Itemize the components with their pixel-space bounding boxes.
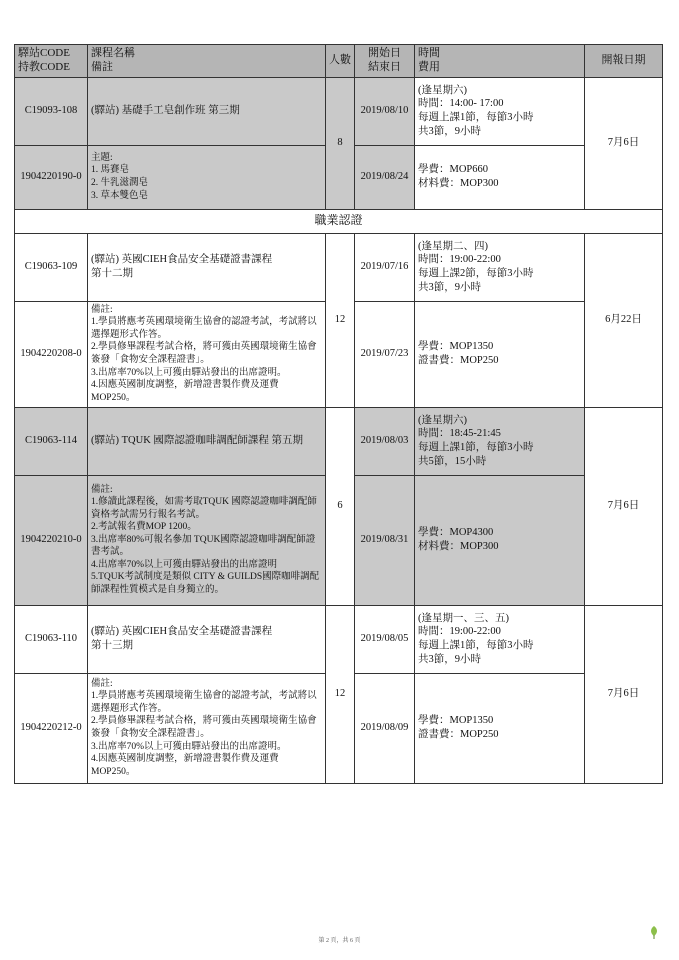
people-count: 12 [326, 233, 355, 407]
fees-cell: 學費：MOP4300 材料費：MOP300 [415, 475, 585, 605]
people-count: 6 [326, 407, 355, 605]
schedule-cell: (逢星期六) 時間：14:00- 17:00 每週上課1節，每節3小時 共3節，9小時 [415, 77, 585, 145]
header-dates: 開始日 結束日 [355, 45, 415, 78]
fees-cell: 學費：MOP1350 證書費：MOP250 [415, 301, 585, 407]
leaf-logo-icon [646, 924, 662, 940]
apply-date: 7月6日 [585, 605, 663, 783]
course-schedule-table [14, 44, 663, 784]
course-notes: 備註: 1.學員將應考英國環境衛生協會的認證考試，考試將以選擇題形式作答。 2.學員修畢課程考試合格，將可獲由英國環境衛生協會簽發「食物安全課程證書」。 3.出席率70%以上可獲由驛站發出的出席證明。 4.因應英國制度調整，新增證書製作費及運費MOP250。 [88, 673, 326, 783]
people-count: 12 [326, 605, 355, 783]
end-date: 2019/07/23 [355, 301, 415, 407]
header-people: 人數 [326, 45, 355, 78]
course-code-2: 1904220190-0 [15, 145, 88, 209]
start-date: 2019/08/10 [355, 77, 415, 145]
end-date: 2019/08/31 [355, 475, 415, 605]
course-notes: 備註: 1.修讀此課程後，如需考取TQUK 國際認證咖啡調配師資格考試需另行報名考試。 2.考試報名費MOP 1200。 3.出席率80%可報名參加 TQUK國際認證咖啡調配師證書考試。 4.出席率70%以上可獲由驛站發出的出席證明 5.TQUK考試制度是類似 CITY & GUILDS國際咖啡調配師課程性質模式是自身獨立的。 [88, 475, 326, 605]
course-code-2: 1904220208-0 [15, 301, 88, 407]
page-footer: 第 2 頁，共 6 頁 [318, 938, 361, 944]
course-code: C19063-114 [15, 407, 88, 475]
course-notes: 主題: 1. 馬賽皂 2. 牛乳滋潤皂 3. 草本雙色皂 [88, 145, 326, 209]
course-code: C19093-108 [15, 77, 88, 145]
section-row [15, 209, 663, 233]
course-code: C19063-110 [15, 605, 88, 673]
course-code-2: 1904220210-0 [15, 475, 88, 605]
fees-cell: 學費：MOP1350 證書費：MOP250 [415, 673, 585, 783]
course-code: C19063-109 [15, 233, 88, 301]
schedule-cell: (逢星期一、三、五) 時間：19:00-22:00 每週上課1節，每節3小時 共3節，9小時 [415, 605, 585, 673]
apply-date: 7月6日 [585, 77, 663, 209]
start-date: 2019/08/03 [355, 407, 415, 475]
course-notes: 備註: 1.學員將應考英國環境衛生協會的認證考試，考試將以選擇題形式作答。 2.學員修畢課程考試合格，將可獲由英國環境衛生協會簽發「食物安全課程證書」。 3.出席率70%以上可獲由驛站發出的出席證明。 4.因應英國制度調整，新增證書製作費及運費MOP250。 [88, 301, 326, 407]
end-date: 2019/08/24 [355, 145, 415, 209]
table-row [15, 233, 663, 301]
table-row [15, 77, 663, 145]
course-name: (驛站) 英國CIEH食品安全基礎證書課程 第十三期 [88, 605, 326, 673]
schedule-cell: (逢星期六) 時間：18:45-21:45 每週上課1節，每節3小時 共5節，15小時 [415, 407, 585, 475]
start-date: 2019/07/16 [355, 233, 415, 301]
header-time: 時間 費用 [415, 45, 585, 78]
course-name: (驛站) TQUK 國際認證咖啡調配師課程 第五期 [88, 407, 326, 475]
start-date: 2019/08/05 [355, 605, 415, 673]
course-name: (驛站) 基礎手工皂創作班 第三期 [88, 77, 326, 145]
header-apply: 開報日期 [585, 45, 663, 78]
header-course: 課程名稱 備註 [88, 45, 326, 78]
schedule-cell: (逢星期二、四) 時間：19:00-22:00 每週上課2節，每節3小時 共3節，9小時 [415, 233, 585, 301]
end-date: 2019/08/09 [355, 673, 415, 783]
table-row [15, 605, 663, 673]
apply-date: 6月22日 [585, 233, 663, 407]
people-count: 8 [326, 77, 355, 209]
course-code-2: 1904220212-0 [15, 673, 88, 783]
header-code: 驛站CODE 持教CODE [15, 45, 88, 78]
apply-date: 7月6日 [585, 407, 663, 605]
table-row [15, 407, 663, 475]
course-name: (驛站) 英國CIEH食品安全基礎證書課程 第十二期 [88, 233, 326, 301]
fees-cell: 學費：MOP660 材料費：MOP300 [415, 145, 585, 209]
section-title: 職業認證 [15, 209, 663, 233]
